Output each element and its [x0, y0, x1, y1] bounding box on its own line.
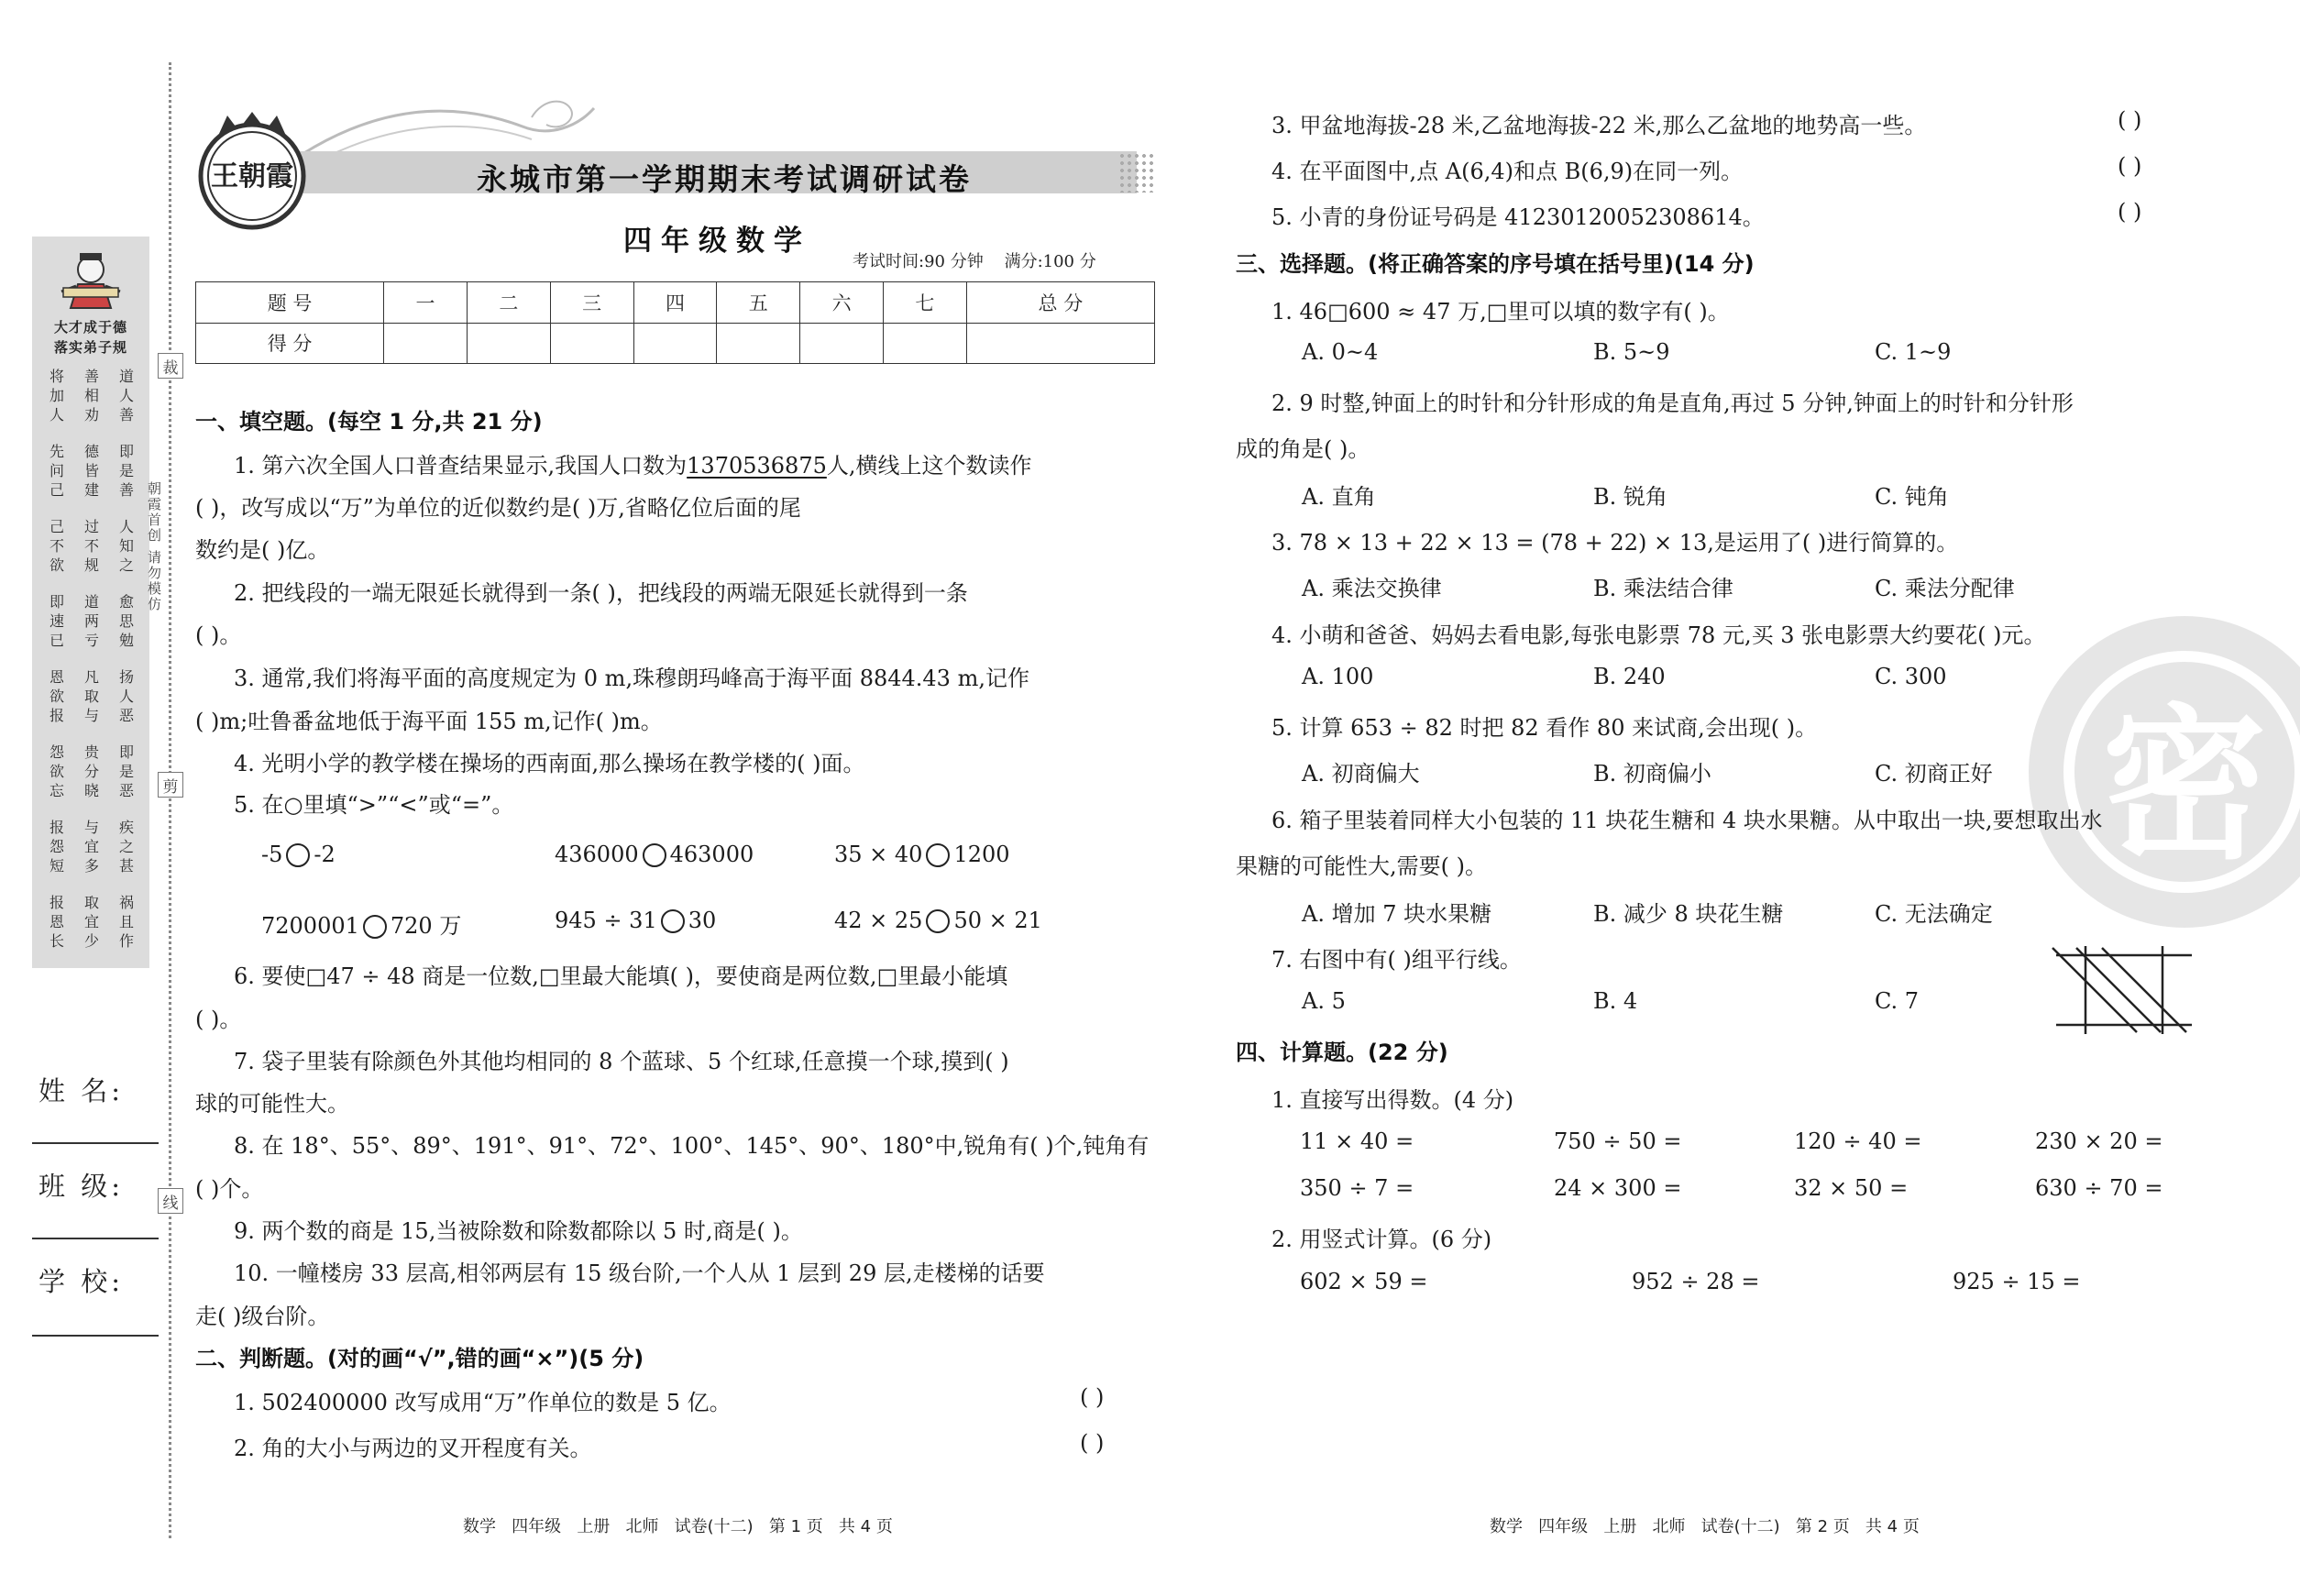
- choice-option[interactable]: B. 5~9: [1593, 339, 1670, 365]
- motto-column: 怨 欲 忘: [49, 743, 64, 799]
- choice-option[interactable]: B. 240: [1593, 664, 1666, 689]
- compare-item: 35 × 40 1200: [834, 842, 1010, 867]
- choice-question: 2. 9 时整,钟面上的时针和分针形成的角是直角,再过 5 分钟,钟面上的时针和分针形: [1271, 391, 2074, 416]
- compare-item: 7200001 720 万: [261, 913, 462, 939]
- oral-calc: 230 × 20 =: [2035, 1128, 2163, 1154]
- score-header-cell: 六: [800, 282, 884, 324]
- exam-time: 考试时间:90 分钟: [853, 252, 984, 271]
- brand-logo-icon: [191, 108, 314, 231]
- judge-statement: 3. 甲盆地海拔-28 米,乙盆地海拔-22 米,那么乙盆地的地势高一些。: [1271, 113, 1927, 138]
- motto-column: 人 知 之: [118, 518, 134, 574]
- choice-question: 5. 计算 653 ÷ 82 时把 82 看作 80 来试商,会出现( )。: [1271, 715, 1818, 741]
- question-text: ( )。: [195, 1007, 242, 1032]
- score-header-cell: 总 分: [966, 282, 1154, 324]
- calc-subtitle: 2. 用竖式计算。(6 分): [1271, 1227, 1492, 1252]
- motto-column: 即 是 善: [118, 443, 134, 499]
- motto-column: 报 怨 短: [49, 819, 64, 875]
- choice-question: 6. 箱子里装着同样大小包装的 11 块花生糖和 4 块水果糖。从中取出一块,要想取出水: [1271, 808, 2103, 833]
- section-2-title: 二、判断题。(对的画“√”,错的画“×”)(5 分): [195, 1346, 644, 1371]
- choice-option[interactable]: A. 初商偏大: [1302, 761, 1420, 787]
- choice-option[interactable]: A. 增加 7 块水果糖: [1302, 901, 1492, 927]
- compare-item: 42 × 25 50 × 21: [834, 908, 1042, 933]
- class-label: 班 级:: [39, 1171, 124, 1202]
- question-text: 球的可能性大。: [195, 1091, 349, 1117]
- compare-circle[interactable]: [363, 915, 387, 939]
- judge-statement: 2. 角的大小与两边的叉开程度有关。: [234, 1436, 592, 1461]
- vertical-calc: 925 ÷ 15 =: [1953, 1269, 2081, 1294]
- question-text: 9. 两个数的商是 15,当被除数和除数都除以 5 时,商是( )。: [234, 1218, 803, 1244]
- choice-question: 3. 78 × 13 + 22 × 13 = (78 + 22) × 13,是运用了( )进行简算的。: [1271, 530, 1959, 556]
- page-footer: 数学 四年级 上册 北师 试卷(十二) 第 2 页 共 4 页: [1490, 1517, 1920, 1536]
- watermark-text: 密: [2063, 651, 2300, 893]
- motto-column: 恩 欲 报: [49, 668, 64, 724]
- full-score: 满分:100 分: [1004, 252, 1096, 271]
- question-text: ( )。: [195, 622, 242, 648]
- cut-mark: 剪: [158, 772, 183, 798]
- score-cell[interactable]: [883, 323, 966, 364]
- score-cell[interactable]: [717, 323, 800, 364]
- underlined-number: 1370536875: [687, 453, 827, 479]
- question-text: ( )m;吐鲁番盆地低于海平面 155 m,记作( )m。: [195, 709, 663, 734]
- binding-dotted-line: [169, 62, 171, 1538]
- score-value-row: [196, 323, 1155, 364]
- choice-option[interactable]: B. 乘法结合律: [1593, 576, 1733, 601]
- motto-panel: [32, 237, 149, 968]
- school-label: 学 校:: [39, 1266, 124, 1297]
- answer-paren[interactable]: ( ): [1080, 1430, 1105, 1456]
- subject-title: 四年级数学: [623, 225, 811, 258]
- scholar-illustration-icon: [58, 244, 124, 310]
- exam-title: 永城市第一学期期末考试调研试卷: [477, 161, 972, 197]
- choice-option[interactable]: A. 5: [1302, 988, 1346, 1014]
- choice-option[interactable]: C. 7: [1875, 988, 1920, 1014]
- page-footer: 数学 四年级 上册 北师 试卷(十二) 第 1 页 共 4 页: [463, 1517, 893, 1536]
- motto-column: 即 速 已: [49, 593, 64, 649]
- exam-meta: [853, 248, 1096, 272]
- vertical-calc: 952 ÷ 28 =: [1632, 1269, 1760, 1294]
- judge-statement: 4. 在平面图中,点 A(6,4)和点 B(6,9)在同一列。: [1271, 159, 1744, 184]
- choice-option[interactable]: B. 减少 8 块花生糖: [1593, 901, 1784, 927]
- compare-circle[interactable]: [286, 843, 310, 867]
- motto-group: [43, 367, 140, 424]
- oral-calc: 350 ÷ 7 =: [1300, 1175, 1414, 1201]
- choice-option[interactable]: A. 0~4: [1302, 339, 1379, 365]
- score-cell[interactable]: [800, 323, 884, 364]
- cut-mark: 裁: [158, 353, 183, 379]
- score-table: [195, 281, 1155, 364]
- question-text: 7. 袋子里装有除颜色外其他均相同的 8 个蓝球、5 个红球,任意摸一个球,摸到( ): [234, 1049, 1009, 1074]
- motto-column: 道 人 善: [118, 368, 134, 424]
- logo-text: 王朝霞: [211, 160, 293, 193]
- vertical-calc: 602 × 59 =: [1300, 1269, 1428, 1294]
- section-3-title: 三、选择题。(将正确答案的序号填在括号里)(14 分): [1236, 251, 1755, 277]
- choice-option[interactable]: A. 100: [1302, 664, 1374, 689]
- score-cell[interactable]: [966, 323, 1154, 364]
- school-field[interactable]: [32, 1335, 159, 1337]
- score-header-cell: 题 号: [196, 282, 384, 324]
- calc-subtitle: 1. 直接写出得数。(4 分): [1271, 1087, 1514, 1113]
- motto-group: [43, 442, 140, 500]
- motto-column: 将 加 人: [49, 368, 64, 424]
- score-header-cell: 三: [550, 282, 633, 324]
- judge-statement: 1. 502400000 改写成用“万”作单位的数是 5 亿。: [234, 1390, 732, 1415]
- judge-statement: 5. 小青的身份证号码是 41230120052308614。: [1271, 204, 1765, 230]
- motto-heading: 大才成于德: [53, 319, 127, 336]
- oral-calc: 24 × 300 =: [1554, 1175, 1682, 1201]
- answer-paren[interactable]: ( ): [2118, 107, 2142, 133]
- name-label: 姓 名:: [39, 1075, 124, 1106]
- section-4-title: 四、计算题。(22 分): [1236, 1040, 1448, 1065]
- score-header-cell: 二: [467, 282, 550, 324]
- compare-circle[interactable]: [643, 843, 666, 867]
- motto-column: 取 宜 少: [83, 894, 99, 950]
- oral-calc: 750 ÷ 50 =: [1554, 1128, 1682, 1154]
- name-field[interactable]: [32, 1142, 159, 1144]
- choice-question: 1. 46□600 ≈ 47 万,□里可以填的数字有( )。: [1271, 299, 1730, 325]
- score-cell[interactable]: [550, 323, 633, 364]
- compare-circle[interactable]: [661, 909, 685, 933]
- question-text: 数约是( )亿。: [195, 537, 330, 563]
- oral-calc: 630 ÷ 70 =: [2035, 1175, 2163, 1201]
- motto-column: 过 不 规: [83, 518, 99, 574]
- score-header-row: [196, 282, 1155, 324]
- motto-group: [43, 592, 140, 650]
- question-text: 8. 在 18°、55°、89°、191°、91°、72°、100°、145°、90°、180°中,锐角有( )个,钝角有: [234, 1133, 1150, 1159]
- motto-group: [43, 743, 140, 800]
- answer-paren[interactable]: ( ): [1080, 1384, 1105, 1410]
- choice-option[interactable]: C. 1~9: [1875, 339, 1952, 365]
- choice-option[interactable]: A. 直角: [1302, 484, 1376, 510]
- question-text: 4. 光明小学的教学楼在操场的西南面,那么操场在教学楼的( )面。: [234, 751, 865, 776]
- score-header-cell: 一: [384, 282, 468, 324]
- score-cell[interactable]: [467, 323, 550, 364]
- choice-option[interactable]: C. 无法确定: [1875, 901, 1993, 927]
- question-text: 2. 把线段的一端无限延长就得到一条( )，把线段的两端无限延长就得到一条: [234, 580, 968, 606]
- motto-column: 愈 思 勉: [118, 593, 134, 649]
- motto-heading: 落实弟子规: [53, 339, 127, 356]
- motto-group: [43, 517, 140, 575]
- motto-column: 报 恩 长: [49, 894, 64, 950]
- score-row-label: 得 分: [196, 323, 384, 364]
- question-text: 5. 在○里填“>”“<”或“=”。: [234, 792, 514, 818]
- motto-column: 道 两 亏: [83, 593, 99, 649]
- motto-column: 祸 且 作: [118, 894, 134, 950]
- motto-column: 贵 分 晓: [83, 743, 99, 799]
- compare-item: 945 ÷ 31 30: [555, 908, 717, 933]
- question-text: 1. 第六次全国人口普查结果显示,我国人口数为1370536875人,横线上这个数读作: [234, 453, 1032, 479]
- compare-item: -5 -2: [261, 842, 336, 867]
- parallel-lines-figure: [2049, 944, 2195, 1036]
- answer-paren[interactable]: ( ): [2118, 199, 2142, 225]
- class-field[interactable]: [32, 1238, 159, 1239]
- compare-circle[interactable]: [926, 909, 950, 933]
- motto-column: 疾 之 甚: [118, 819, 134, 875]
- compare-circle[interactable]: [926, 843, 950, 867]
- oral-calc: 11 × 40 =: [1300, 1128, 1414, 1154]
- score-header-cell: 五: [717, 282, 800, 324]
- choice-question: 成的角是( )。: [1236, 436, 1370, 462]
- ribbon-dots: [1118, 152, 1155, 193]
- motto-column: 先 问 己: [49, 443, 64, 499]
- question-text: ( )，改写成以“万”为单位的近似数约是( )万,省略亿位后面的尾: [195, 495, 801, 521]
- question-text: ( )个。: [195, 1176, 264, 1202]
- choice-option[interactable]: C. 乘法分配律: [1875, 576, 2015, 601]
- motto-column: 己 不 欲: [49, 518, 64, 574]
- question-text: 3. 通常,我们将海平面的高度规定为 0 m,珠穆朗玛峰高于海平面 8844.43 m,记作: [234, 666, 1029, 691]
- score-cell[interactable]: [384, 323, 468, 364]
- motto-group: [43, 667, 140, 725]
- question-text: 6. 要使□47 ÷ 48 商是一位数,□里最大能填( )，要使商是两位数,□里最小能填: [234, 963, 1008, 989]
- answer-paren[interactable]: ( ): [2118, 153, 2142, 179]
- score-header-cell: 四: [633, 282, 717, 324]
- compare-item: 436000 463000: [555, 842, 754, 867]
- motto-group: [43, 893, 140, 951]
- copyright-note: 朝霞首创 请勿模仿: [146, 481, 162, 612]
- motto-group: [43, 818, 140, 875]
- motto-column: 善 相 劝: [83, 368, 99, 424]
- motto-column: 即 是 恶: [118, 743, 134, 799]
- choice-question: 果糖的可能性大,需要( )。: [1236, 853, 1487, 879]
- choice-question: 7. 右图中有( )组平行线。: [1271, 947, 1522, 973]
- score-header-cell: 七: [883, 282, 966, 324]
- choice-option[interactable]: B. 初商偏小: [1593, 761, 1711, 787]
- motto-column: 凡 取 与: [83, 668, 99, 724]
- choice-option[interactable]: A. 乘法交换律: [1302, 576, 1442, 601]
- section-1-title: 一、填空题。(每空 1 分,共 21 分): [195, 409, 543, 435]
- choice-option[interactable]: B. 4: [1593, 988, 1638, 1014]
- motto-column: 德 皆 建: [83, 443, 99, 499]
- question-text: 10. 一幢楼房 33 层高,相邻两层有 15 级台阶,一个人从 1 层到 29 层,走楼梯的话要: [234, 1260, 1045, 1286]
- choice-option[interactable]: C. 钝角: [1875, 484, 1949, 510]
- oral-calc: 120 ÷ 40 =: [1794, 1128, 1922, 1154]
- motto-column: 扬 人 恶: [118, 668, 134, 724]
- secret-watermark: [2029, 616, 2300, 928]
- choice-option[interactable]: B. 锐角: [1593, 484, 1667, 510]
- cut-mark: 线: [158, 1188, 183, 1214]
- choice-question: 4. 小萌和爸爸、妈妈去看电影,每张电影票 78 元,买 3 张电影票大约要花( )元。: [1271, 622, 2046, 648]
- oral-calc: 32 × 50 =: [1794, 1175, 1909, 1201]
- question-text: 走( )级台阶。: [195, 1304, 330, 1329]
- choice-option[interactable]: C. 300: [1875, 664, 1947, 689]
- score-cell[interactable]: [633, 323, 717, 364]
- motto-column: 与 宜 多: [83, 819, 99, 875]
- choice-option[interactable]: C. 初商正好: [1875, 761, 1993, 787]
